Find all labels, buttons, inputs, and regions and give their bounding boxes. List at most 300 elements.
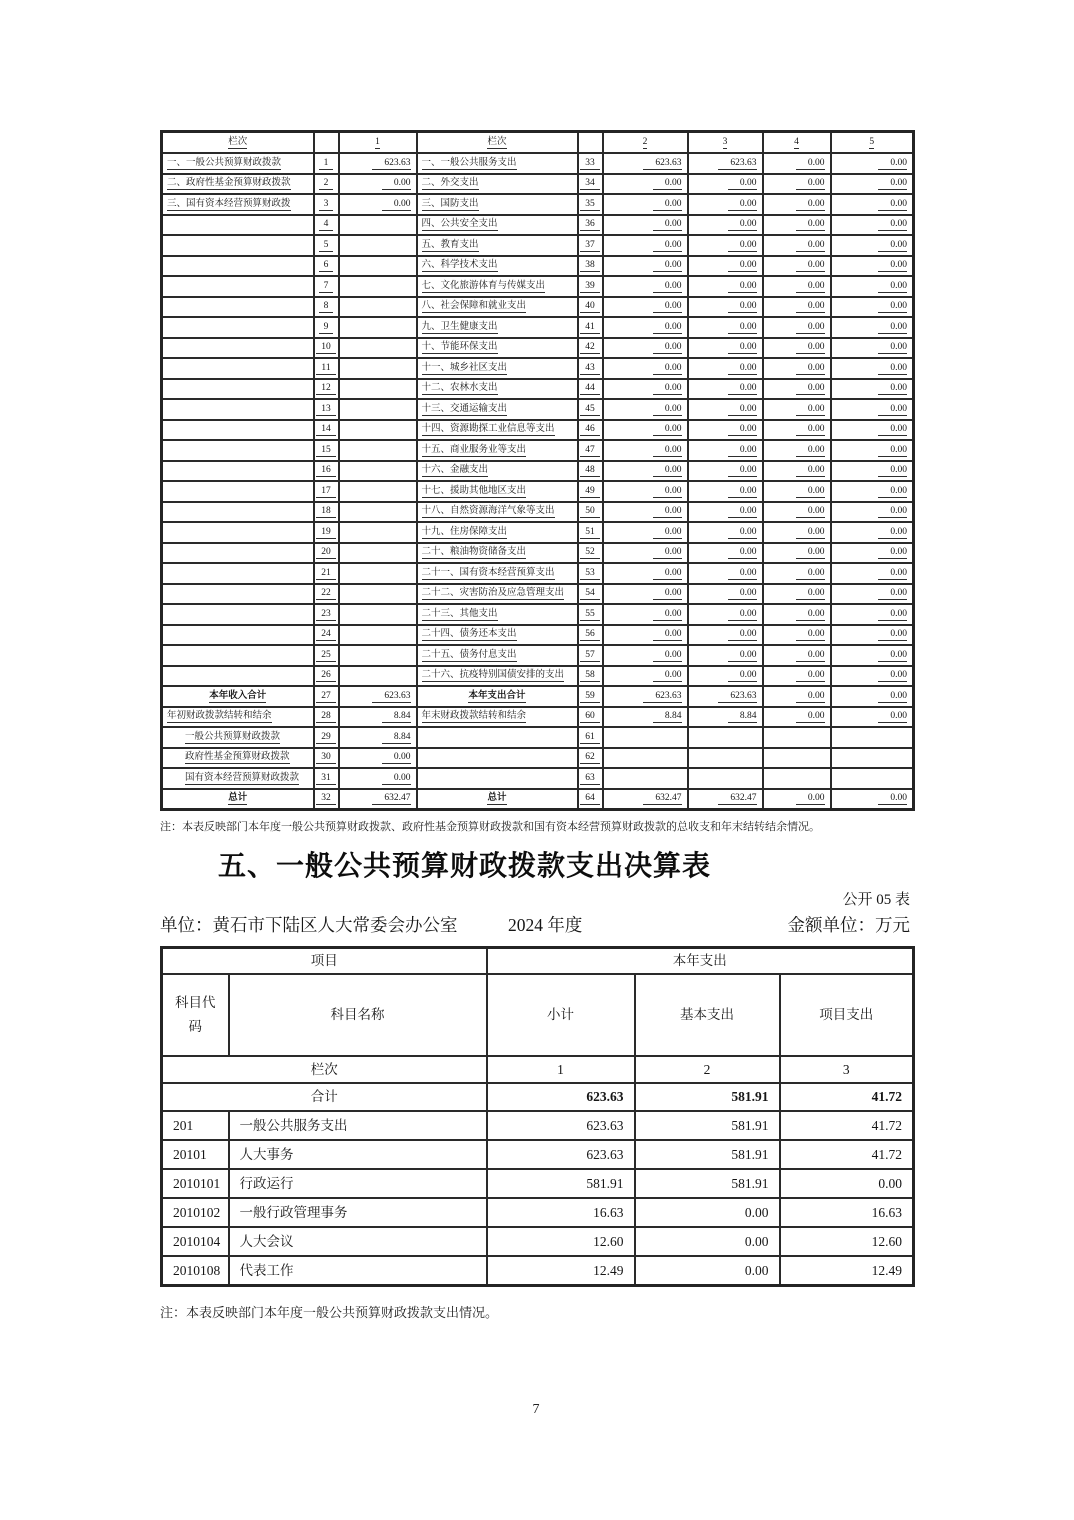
expense-item-cell — [417, 748, 578, 769]
summary-table-row — [162, 440, 914, 461]
expense-amount-cell: 0.00 — [763, 338, 831, 359]
income-line-no-cell: 9 — [314, 317, 339, 338]
expense-item-cell: 四、公共安全支出 — [417, 215, 578, 236]
expense-line-no-cell: 55 — [578, 604, 603, 625]
expense-line-no-cell: 47 — [578, 440, 603, 461]
income-amount-cell — [339, 645, 417, 666]
expense-amount-cell: 0.00 — [688, 215, 763, 236]
lanci-col-1: 1 — [487, 1056, 635, 1083]
income-item-cell: 本年收入合计 — [162, 686, 314, 707]
income-amount-cell — [339, 502, 417, 523]
income-line-no-cell: 31 — [314, 768, 339, 789]
expense-amount-cell: 0.00 — [763, 461, 831, 482]
income-line-no-cell: 13 — [314, 399, 339, 420]
summary-table-row — [162, 645, 914, 666]
expense-amount-cell: 0.00 — [831, 686, 914, 707]
expense-amount-cell: 0.00 — [688, 297, 763, 318]
summary-table-row — [162, 379, 914, 400]
summary-table-row — [162, 399, 914, 420]
expense-amount-cell: 0.00 — [763, 666, 831, 687]
summary-header-row — [162, 132, 914, 154]
total-project-cell: 41.72 — [780, 1083, 914, 1111]
expense-amount-cell: 623.63 — [688, 686, 763, 707]
summary-table-row — [162, 625, 914, 646]
expense-item-cell: 十七、援助其他地区支出 — [417, 481, 578, 502]
summary-table-row — [162, 604, 914, 625]
table-code-label: 公开 05 表 — [842, 892, 910, 908]
income-amount-cell — [339, 584, 417, 605]
project-expense-cell: 41.72 — [780, 1111, 914, 1140]
expense-amount-cell: 0.00 — [831, 543, 914, 564]
income-amount-cell — [339, 481, 417, 502]
income-amount-cell — [339, 604, 417, 625]
income-item-cell — [162, 379, 314, 400]
expense-amount-cell: 0.00 — [763, 215, 831, 236]
basic-expense-header: 基本支出 — [635, 974, 780, 1056]
income-item-cell — [162, 666, 314, 687]
income-item-cell — [162, 461, 314, 482]
income-amount-cell: 8.84 — [339, 727, 417, 748]
expense-amount-cell: 623.63 — [688, 153, 763, 174]
expense-amount-cell: 0.00 — [603, 256, 688, 277]
summary-table-row — [162, 174, 914, 195]
income-item-cell — [162, 604, 314, 625]
expense-amount-cell — [603, 727, 688, 748]
basic-expense-cell: 0.00 — [635, 1256, 780, 1286]
income-amount-cell — [339, 256, 417, 277]
expense-amount-cell: 0.00 — [688, 174, 763, 195]
expense-item-cell: 二十六、抗疫特别国债安排的支出 — [417, 666, 578, 687]
expense-item-cell: 二十五、债务付息支出 — [417, 645, 578, 666]
expense-amount-cell: 0.00 — [603, 215, 688, 236]
income-line-no-cell: 25 — [314, 645, 339, 666]
summary-table-row — [162, 727, 914, 748]
expense-amount-cell: 0.00 — [763, 543, 831, 564]
expense-item-cell: 十二、农林水支出 — [417, 379, 578, 400]
expense-amount-cell: 0.00 — [688, 543, 763, 564]
subtotal-header: 小计 — [487, 974, 635, 1056]
expense-line-no-header — [578, 132, 603, 154]
income-item-cell: 一、一般公共预算财政拨款 — [162, 153, 314, 174]
expense-amount-cell: 0.00 — [603, 563, 688, 584]
expense-amount-cell — [688, 768, 763, 789]
income-amount-cell — [339, 461, 417, 482]
expense-amount-cell: 0.00 — [763, 686, 831, 707]
expense-item-cell: 二、外交支出 — [417, 174, 578, 195]
income-amount-cell — [339, 235, 417, 256]
income-amount-cell: 0.00 — [339, 748, 417, 769]
expense-amount-cell: 0.00 — [831, 174, 914, 195]
expense-amount-cell: 0.00 — [688, 399, 763, 420]
summary-table-row — [162, 153, 914, 174]
summary-table-row — [162, 235, 914, 256]
expense-amount-cell: 0.00 — [688, 276, 763, 297]
income-item-cell — [162, 584, 314, 605]
subtotal-cell: 623.63 — [487, 1140, 635, 1169]
income-item-cell: 二、政府性基金预算财政拨款 — [162, 174, 314, 195]
expense-line-no-cell: 48 — [578, 461, 603, 482]
expense-item-cell: 本年支出合计 — [417, 686, 578, 707]
expense-amount-cell: 0.00 — [763, 584, 831, 605]
expense-amount-cell: 623.63 — [603, 686, 688, 707]
income-line-no-cell: 18 — [314, 502, 339, 523]
income-line-no-cell: 20 — [314, 543, 339, 564]
expense-amount-cell: 623.63 — [603, 153, 688, 174]
expense-amount-cell — [831, 748, 914, 769]
expense-amount-cell: 0.00 — [763, 625, 831, 646]
summary-table-row — [162, 481, 914, 502]
income-line-no-cell: 14 — [314, 420, 339, 441]
expenditure-lanci-row — [162, 1056, 914, 1083]
expense-amount-cell: 0.00 — [603, 358, 688, 379]
expense-line-no-cell: 39 — [578, 276, 603, 297]
expense-amount-cell: 0.00 — [688, 317, 763, 338]
project-expense-cell: 12.49 — [780, 1256, 914, 1286]
income-item-cell — [162, 645, 314, 666]
subject-name-cell: 人大事务 — [229, 1140, 487, 1169]
expense-amount-cell: 0.00 — [831, 379, 914, 400]
expenditure-table-row — [162, 1227, 914, 1256]
expense-item-cell: 十六、金融支出 — [417, 461, 578, 482]
income-item-cell — [162, 215, 314, 236]
column-5-header: 5 — [831, 132, 914, 154]
summary-table-row — [162, 686, 914, 707]
expense-line-no-cell: 42 — [578, 338, 603, 359]
expense-amount-cell: 0.00 — [763, 317, 831, 338]
summary-table-body — [162, 153, 914, 810]
expense-amount-cell: 0.00 — [688, 604, 763, 625]
expense-line-no-cell: 40 — [578, 297, 603, 318]
project-expense-header: 项目支出 — [780, 974, 914, 1056]
lanci-col-2: 2 — [635, 1056, 780, 1083]
income-line-no-cell: 11 — [314, 358, 339, 379]
expenditure-header-row-2 — [162, 974, 914, 1056]
expense-amount-cell: 0.00 — [831, 625, 914, 646]
income-line-no-cell: 4 — [314, 215, 339, 236]
income-line-no-cell: 17 — [314, 481, 339, 502]
expense-amount-cell: 0.00 — [603, 481, 688, 502]
expense-amount-cell — [763, 768, 831, 789]
expense-amount-cell: 0.00 — [831, 707, 914, 728]
income-item-cell — [162, 358, 314, 379]
summary-table-row — [162, 543, 914, 564]
income-line-no-cell: 3 — [314, 194, 339, 215]
expense-amount-cell: 0.00 — [688, 420, 763, 441]
total-subtotal-cell: 623.63 — [487, 1083, 635, 1111]
expense-amount-cell: 0.00 — [831, 584, 914, 605]
expense-amount-cell: 0.00 — [831, 338, 914, 359]
expense-line-no-cell: 61 — [578, 727, 603, 748]
income-item-cell: 一般公共预算财政拨款 — [162, 727, 314, 748]
expense-amount-cell: 0.00 — [831, 666, 914, 687]
subtotal-cell: 12.60 — [487, 1227, 635, 1256]
expense-amount-cell: 632.47 — [603, 789, 688, 810]
expense-amount-cell: 0.00 — [831, 789, 914, 810]
expense-amount-cell: 0.00 — [603, 645, 688, 666]
income-amount-cell — [339, 399, 417, 420]
expense-amount-cell: 0.00 — [763, 707, 831, 728]
basic-expense-cell: 581.91 — [635, 1140, 780, 1169]
summary-table-row — [162, 768, 914, 789]
expense-amount-cell: 0.00 — [831, 563, 914, 584]
expense-amount-cell: 0.00 — [688, 645, 763, 666]
income-item-cell: 政府性基金预算财政拨款 — [162, 748, 314, 769]
project-header: 项目 — [162, 948, 487, 975]
expense-amount-cell: 0.00 — [603, 461, 688, 482]
expense-amount-cell: 0.00 — [763, 440, 831, 461]
income-amount-cell: 623.63 — [339, 686, 417, 707]
expense-amount-cell: 0.00 — [603, 666, 688, 687]
expense-amount-cell: 0.00 — [831, 461, 914, 482]
subject-name-cell: 人大会议 — [229, 1227, 487, 1256]
expense-item-cell: 十八、自然资源海洋气象等支出 — [417, 502, 578, 523]
section-title: 五、一般公共预算财政拨款支出决算表 — [218, 850, 712, 881]
expense-amount-cell: 0.00 — [603, 276, 688, 297]
income-line-no-cell: 2 — [314, 174, 339, 195]
summary-table-row — [162, 502, 914, 523]
expense-item-cell: 二十四、债务还本支出 — [417, 625, 578, 646]
expense-line-no-cell: 54 — [578, 584, 603, 605]
expenditure-table-row — [162, 1169, 914, 1198]
expense-line-no-cell: 36 — [578, 215, 603, 236]
expense-amount-cell: 0.00 — [763, 276, 831, 297]
expense-amount-cell: 0.00 — [831, 358, 914, 379]
income-amount-cell — [339, 563, 417, 584]
expense-amount-cell: 0.00 — [688, 502, 763, 523]
expense-item-cell: 十、节能环保支出 — [417, 338, 578, 359]
subject-name-cell: 代表工作 — [229, 1256, 487, 1286]
expense-amount-cell: 0.00 — [603, 174, 688, 195]
income-amount-cell: 0.00 — [339, 768, 417, 789]
income-amount-cell — [339, 625, 417, 646]
expense-line-no-cell: 43 — [578, 358, 603, 379]
expense-amount-cell — [688, 748, 763, 769]
expense-line-no-cell: 34 — [578, 174, 603, 195]
income-line-no-header — [314, 132, 339, 154]
expense-line-no-cell: 38 — [578, 256, 603, 277]
unit-label: 单位：黄石市下陆区人大常委会办公室 — [160, 915, 458, 935]
income-amount-cell — [339, 297, 417, 318]
lanci-col-3: 3 — [780, 1056, 914, 1083]
expense-amount-cell: 0.00 — [603, 297, 688, 318]
expense-line-no-cell: 51 — [578, 522, 603, 543]
expense-item-cell: 十五、商业服务业等支出 — [417, 440, 578, 461]
expense-amount-cell: 0.00 — [763, 522, 831, 543]
summary-table-row — [162, 789, 914, 810]
expense-amount-cell: 0.00 — [688, 563, 763, 584]
expense-line-no-cell: 64 — [578, 789, 603, 810]
expense-amount-cell: 0.00 — [763, 174, 831, 195]
subject-code-header: 科目代码 — [162, 974, 229, 1056]
income-item-cell — [162, 338, 314, 359]
income-line-no-cell: 22 — [314, 584, 339, 605]
current-year-expense-header: 本年支出 — [487, 948, 914, 975]
expense-amount-cell: 0.00 — [831, 194, 914, 215]
expense-amount-cell: 0.00 — [763, 789, 831, 810]
expense-amount-cell: 0.00 — [763, 256, 831, 277]
summary-table-note: 注：本表反映部门本年度一般公共预算财政拨款、政府性基金预算财政拨款和国有资本经营预算财政拨款的总收支和年末结转结余情况。 — [160, 821, 820, 833]
expense-item-cell: 十三、交通运输支出 — [417, 399, 578, 420]
expense-amount-cell: 0.00 — [831, 604, 914, 625]
expense-amount-cell: 0.00 — [603, 338, 688, 359]
summary-table-row — [162, 461, 914, 482]
expense-amount-cell: 0.00 — [603, 625, 688, 646]
project-expense-cell: 16.63 — [780, 1198, 914, 1227]
expense-amount-cell: 0.00 — [763, 645, 831, 666]
expense-line-no-cell: 63 — [578, 768, 603, 789]
summary-table-row — [162, 276, 914, 297]
income-item-cell — [162, 481, 314, 502]
expense-item-cell: 一、一般公共服务支出 — [417, 153, 578, 174]
expense-amount-cell: 0.00 — [688, 358, 763, 379]
expense-amount-cell: 0.00 — [603, 584, 688, 605]
expense-amount-cell: 0.00 — [603, 543, 688, 564]
expense-amount-cell: 0.00 — [763, 502, 831, 523]
income-item-cell: 三、国有资本经营预算财政拨 — [162, 194, 314, 215]
total-label: 合计 — [162, 1083, 487, 1111]
income-line-no-cell: 21 — [314, 563, 339, 584]
summary-table-row — [162, 707, 914, 728]
summary-table-row — [162, 297, 914, 318]
expenditure-table-note: 注：本表反映部门本年度一般公共预算财政拨款支出情况。 — [160, 1305, 499, 1320]
expense-amount-cell: 0.00 — [603, 440, 688, 461]
expense-amount-cell: 0.00 — [688, 625, 763, 646]
income-amount-cell: 623.63 — [339, 153, 417, 174]
expense-amount-cell: 0.00 — [831, 645, 914, 666]
project-expense-cell: 0.00 — [780, 1169, 914, 1198]
expense-line-no-cell: 57 — [578, 645, 603, 666]
expense-amount-cell — [603, 748, 688, 769]
expense-amount-cell: 632.47 — [688, 789, 763, 810]
expense-amount-cell: 0.00 — [763, 379, 831, 400]
expense-amount-cell: 0.00 — [831, 522, 914, 543]
expense-amount-cell — [831, 727, 914, 748]
expense-item-cell: 总计 — [417, 789, 578, 810]
expense-amount-cell: 0.00 — [831, 256, 914, 277]
expense-amount-cell: 0.00 — [688, 522, 763, 543]
subject-name-cell: 一般公共服务支出 — [229, 1111, 487, 1140]
expense-amount-cell: 8.84 — [688, 707, 763, 728]
expense-line-no-cell: 41 — [578, 317, 603, 338]
expense-amount-cell: 0.00 — [603, 194, 688, 215]
column-4-header: 4 — [763, 132, 831, 154]
basic-expense-cell: 581.91 — [635, 1111, 780, 1140]
income-item-cell: 国有资本经营预算财政拨款 — [162, 768, 314, 789]
expense-amount-cell: 0.00 — [831, 276, 914, 297]
summary-table-row — [162, 338, 914, 359]
income-line-no-cell: 24 — [314, 625, 339, 646]
expense-amount-cell — [763, 748, 831, 769]
income-line-no-cell: 1 — [314, 153, 339, 174]
income-amount-cell — [339, 358, 417, 379]
summary-table-row — [162, 194, 914, 215]
income-line-no-cell: 27 — [314, 686, 339, 707]
income-amount-cell — [339, 317, 417, 338]
expense-amount-cell: 0.00 — [763, 297, 831, 318]
summary-table-row — [162, 584, 914, 605]
expense-item-cell: 九、卫生健康支出 — [417, 317, 578, 338]
expense-item-cell: 五、教育支出 — [417, 235, 578, 256]
summary-table-row — [162, 563, 914, 584]
income-amount-cell — [339, 666, 417, 687]
expense-line-no-cell: 53 — [578, 563, 603, 584]
subject-code-cell: 2010104 — [162, 1227, 229, 1256]
column-1-header: 1 — [339, 132, 417, 154]
expense-amount-cell: 8.84 — [603, 707, 688, 728]
income-lanci-header: 栏次 — [162, 132, 314, 154]
income-line-no-cell: 15 — [314, 440, 339, 461]
expense-item-cell: 三、国防支出 — [417, 194, 578, 215]
income-amount-cell — [339, 543, 417, 564]
summary-table-row — [162, 420, 914, 441]
expense-amount-cell: 0.00 — [831, 440, 914, 461]
income-amount-cell: 0.00 — [339, 194, 417, 215]
expense-item-cell: 二十一、国有资本经营预算支出 — [417, 563, 578, 584]
expense-amount-cell: 0.00 — [831, 235, 914, 256]
income-line-no-cell: 32 — [314, 789, 339, 810]
expense-line-no-cell: 37 — [578, 235, 603, 256]
income-line-no-cell: 12 — [314, 379, 339, 400]
income-amount-cell: 0.00 — [339, 174, 417, 195]
expenditure-header-row-1 — [162, 948, 914, 975]
income-item-cell — [162, 297, 314, 318]
income-item-cell — [162, 276, 314, 297]
expenditure-total-row — [162, 1083, 914, 1111]
expense-amount-cell — [688, 727, 763, 748]
income-line-no-cell: 5 — [314, 235, 339, 256]
income-item-cell: 年初财政拨款结转和结余 — [162, 707, 314, 728]
income-item-cell — [162, 440, 314, 461]
expense-amount-cell: 0.00 — [831, 153, 914, 174]
subject-name-header: 科目名称 — [229, 974, 487, 1056]
income-line-no-cell: 26 — [314, 666, 339, 687]
column-3-header: 3 — [688, 132, 763, 154]
summary-table — [160, 130, 915, 811]
page-number: 7 — [532, 1402, 540, 1417]
expense-amount-cell: 0.00 — [763, 481, 831, 502]
lanci-label: 栏次 — [162, 1056, 487, 1083]
expense-amount-cell: 0.00 — [603, 502, 688, 523]
expense-amount-cell: 0.00 — [603, 522, 688, 543]
income-line-no-cell: 19 — [314, 522, 339, 543]
expense-amount-cell: 0.00 — [763, 399, 831, 420]
expense-line-no-cell: 35 — [578, 194, 603, 215]
expense-line-no-cell: 44 — [578, 379, 603, 400]
income-line-no-cell: 6 — [314, 256, 339, 277]
expense-amount-cell: 0.00 — [831, 502, 914, 523]
basic-expense-cell: 0.00 — [635, 1227, 780, 1256]
subject-name-cell: 行政运行 — [229, 1169, 487, 1198]
expense-line-no-cell: 58 — [578, 666, 603, 687]
income-item-cell — [162, 543, 314, 564]
expense-amount-cell: 0.00 — [831, 297, 914, 318]
expense-item-cell: 八、社会保障和就业支出 — [417, 297, 578, 318]
expense-amount-cell: 0.00 — [688, 338, 763, 359]
summary-table-row — [162, 215, 914, 236]
expense-item-cell: 七、文化旅游体育与传媒支出 — [417, 276, 578, 297]
subject-code-cell: 20101 — [162, 1140, 229, 1169]
income-item-cell — [162, 399, 314, 420]
subtotal-cell: 12.49 — [487, 1256, 635, 1286]
expense-line-no-cell: 45 — [578, 399, 603, 420]
expense-amount-cell — [763, 727, 831, 748]
expense-line-no-cell: 50 — [578, 502, 603, 523]
expense-line-no-cell: 60 — [578, 707, 603, 728]
expense-amount-cell: 0.00 — [603, 379, 688, 400]
income-line-no-cell: 16 — [314, 461, 339, 482]
expense-amount-cell: 0.00 — [688, 379, 763, 400]
expense-amount-cell: 0.00 — [603, 604, 688, 625]
